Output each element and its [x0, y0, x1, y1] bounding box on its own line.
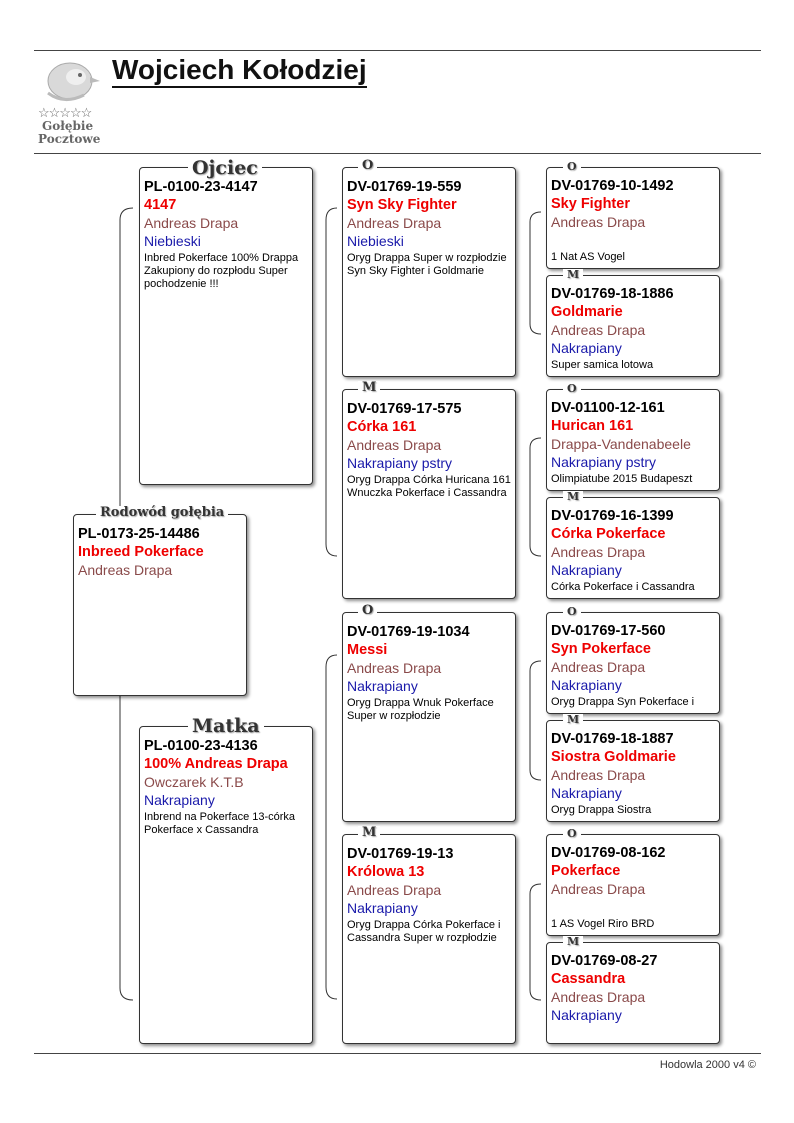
- mfm-owner: Andreas Drapa: [551, 767, 646, 783]
- mmf-notes: 1 AS Vogel Riro BRD: [551, 918, 655, 930]
- fmf-ring: DV-01100-12-161: [551, 400, 665, 416]
- mm-name: Królowa 13: [347, 864, 425, 880]
- ffm-ring: DV-01769-18-1886: [551, 286, 674, 302]
- fff-ring: DV-01769-10-1492: [551, 178, 674, 194]
- fm-color: Nakrapiany pstry: [347, 455, 453, 471]
- mfm-card[interactable]: [546, 720, 720, 822]
- mother-name: 100% Andreas Drapa: [144, 756, 288, 772]
- father-ring: PL-0100-23-4147: [144, 179, 258, 195]
- ff-notes: Oryg Drappa Super w rozpłodzie Syn Sky Fighter i Goldmarie: [347, 252, 507, 277]
- mf-color: Nakrapiany: [347, 678, 418, 694]
- footer-text: Hodowla 2000 v4 ©: [659, 1059, 756, 1071]
- fmm-owner: Andreas Drapa: [551, 544, 646, 560]
- page-title: Wojciech Kołodziej: [112, 54, 367, 88]
- fm-card[interactable]: [342, 389, 516, 599]
- ffm-owner: Andreas Drapa: [551, 322, 646, 338]
- fff-name: Sky Fighter: [551, 196, 630, 212]
- fmm-name: Córka Pokerface: [551, 526, 666, 542]
- ffm-notes: Super samica lotowa: [551, 359, 654, 371]
- mff-owner: Andreas Drapa: [551, 659, 646, 675]
- mfm-color: Nakrapiany: [551, 785, 622, 801]
- father-color: Niebieski: [144, 233, 201, 249]
- mmf-label: O: [563, 828, 581, 840]
- mff-ring: DV-01769-17-560: [551, 623, 666, 639]
- fmm-card[interactable]: [546, 497, 720, 599]
- fmf-card[interactable]: [546, 389, 720, 491]
- fm-label: M: [358, 381, 380, 395]
- mmf-owner: Andreas Drapa: [551, 881, 646, 897]
- mf-label: O: [358, 604, 377, 618]
- ffm-color: Nakrapiany: [551, 340, 622, 356]
- mff-name: Syn Pokerface: [551, 641, 651, 657]
- mmf-color: [551, 898, 715, 916]
- ffm-card[interactable]: [546, 275, 720, 377]
- father-card[interactable]: [139, 167, 313, 485]
- fff-card[interactable]: [546, 167, 720, 269]
- fmm-notes: Córka Pokerface i Cassandra: [551, 581, 695, 593]
- mff-color: Nakrapiany: [551, 677, 622, 693]
- father-notes: Inbred Pokerface 100% Drappa Zakupiony do rozpłodu Super pochodzenie !!!: [144, 252, 299, 290]
- logo-line2: Pocztowe: [38, 132, 101, 146]
- fff-notes: 1 Nat AS Vogel: [551, 251, 625, 263]
- mff-label: O: [563, 606, 581, 618]
- logo-line1: Gołębie: [42, 119, 94, 133]
- mmm-card[interactable]: [546, 942, 720, 1044]
- mother-card[interactable]: [139, 726, 313, 1044]
- mmm-label: M: [563, 936, 583, 948]
- fm-name: Córka 161: [347, 419, 417, 435]
- fmm-color: Nakrapiany: [551, 562, 622, 578]
- fmf-color: Nakrapiany pstry: [551, 454, 657, 470]
- mmf-ring: DV-01769-08-162: [551, 845, 666, 861]
- mmm-ring: DV-01769-08-27: [551, 953, 658, 969]
- mfm-name: Siostra Goldmarie: [551, 749, 676, 765]
- mmm-name: Cassandra: [551, 971, 626, 987]
- fmm-ring: DV-01769-16-1399: [551, 508, 674, 524]
- father-name: 4147: [144, 197, 177, 213]
- fff-label: O: [563, 161, 581, 173]
- subject-label: Rodowód gołębia: [96, 506, 228, 520]
- mfm-ring: DV-01769-18-1887: [551, 731, 674, 747]
- mf-name: Messi: [347, 642, 388, 658]
- fm-notes: Oryg Drappa Córka Huricana 161 Wnuczka Pokerface i Cassandra: [347, 474, 511, 499]
- mother-color: Nakrapiany: [144, 792, 215, 808]
- subject-name: Inbreed Pokerface: [78, 544, 204, 560]
- mf-ring: DV-01769-19-1034: [347, 624, 470, 640]
- mother-notes: Inbrend na Pokerface 13-córka Pokerface x Cassandra: [144, 811, 296, 836]
- mfm-notes: Oryg Drappa Siostra: [551, 804, 652, 816]
- mmm-color: Nakrapiany: [551, 1007, 622, 1023]
- mm-owner: Andreas Drapa: [347, 882, 442, 898]
- ff-card[interactable]: [342, 167, 516, 377]
- logo-stars: ☆☆☆☆☆: [38, 105, 92, 120]
- mf-notes: Oryg Drappa Wnuk Pokerface Super w rozpłodzie: [347, 697, 494, 722]
- ffm-name: Goldmarie: [551, 304, 623, 320]
- mfm-label: M: [563, 714, 583, 726]
- mother-label: Matka: [188, 716, 264, 736]
- fm-owner: Andreas Drapa: [347, 437, 442, 453]
- fmf-label: O: [563, 383, 581, 395]
- mm-ring: DV-01769-19-13: [347, 846, 454, 862]
- mm-color: Nakrapiany: [347, 900, 418, 916]
- ff-color: Niebieski: [347, 233, 404, 249]
- fff-color: [551, 231, 715, 249]
- fmf-name: Hurican 161: [551, 418, 634, 434]
- subject-owner: Andreas Drapa: [78, 562, 173, 578]
- fm-ring: DV-01769-17-575: [347, 401, 462, 417]
- father-owner: Andreas Drapa: [144, 215, 239, 231]
- footer-rule: [34, 1053, 761, 1054]
- mother-ring: PL-0100-23-4136: [144, 738, 258, 754]
- father-label: Ojciec: [188, 158, 262, 178]
- fmm-label: M: [563, 491, 583, 503]
- fmf-owner: Drappa-Vandenabeele: [551, 436, 691, 452]
- mmm-owner: Andreas Drapa: [551, 989, 646, 1005]
- ff-owner: Andreas Drapa: [347, 215, 442, 231]
- mff-card[interactable]: [546, 612, 720, 714]
- mff-notes: Oryg Drappa Syn Pokerface i: [551, 696, 695, 708]
- ff-label: O: [358, 159, 377, 173]
- mm-card[interactable]: [342, 834, 516, 1044]
- mm-label: M: [358, 826, 380, 840]
- mmf-card[interactable]: [546, 834, 720, 936]
- mf-card[interactable]: [342, 612, 516, 822]
- subject-card[interactable]: [73, 514, 247, 696]
- mf-owner: Andreas Drapa: [347, 660, 442, 676]
- ff-name: Syn Sky Fighter: [347, 197, 457, 213]
- mother-owner: Owczarek K.T.B: [144, 774, 244, 790]
- fmf-notes: Olimpiatube 2015 Budapeszt: [551, 473, 693, 485]
- ff-ring: DV-01769-19-559: [347, 179, 462, 195]
- mm-notes: Oryg Drappa Córka Pokerface i Cassandra Super w rozpłodzie: [347, 919, 501, 944]
- ffm-label: M: [563, 269, 583, 281]
- fff-owner: Andreas Drapa: [551, 214, 646, 230]
- subject-ring: PL-0173-25-14486: [78, 526, 200, 542]
- mmf-name: Pokerface: [551, 863, 621, 879]
